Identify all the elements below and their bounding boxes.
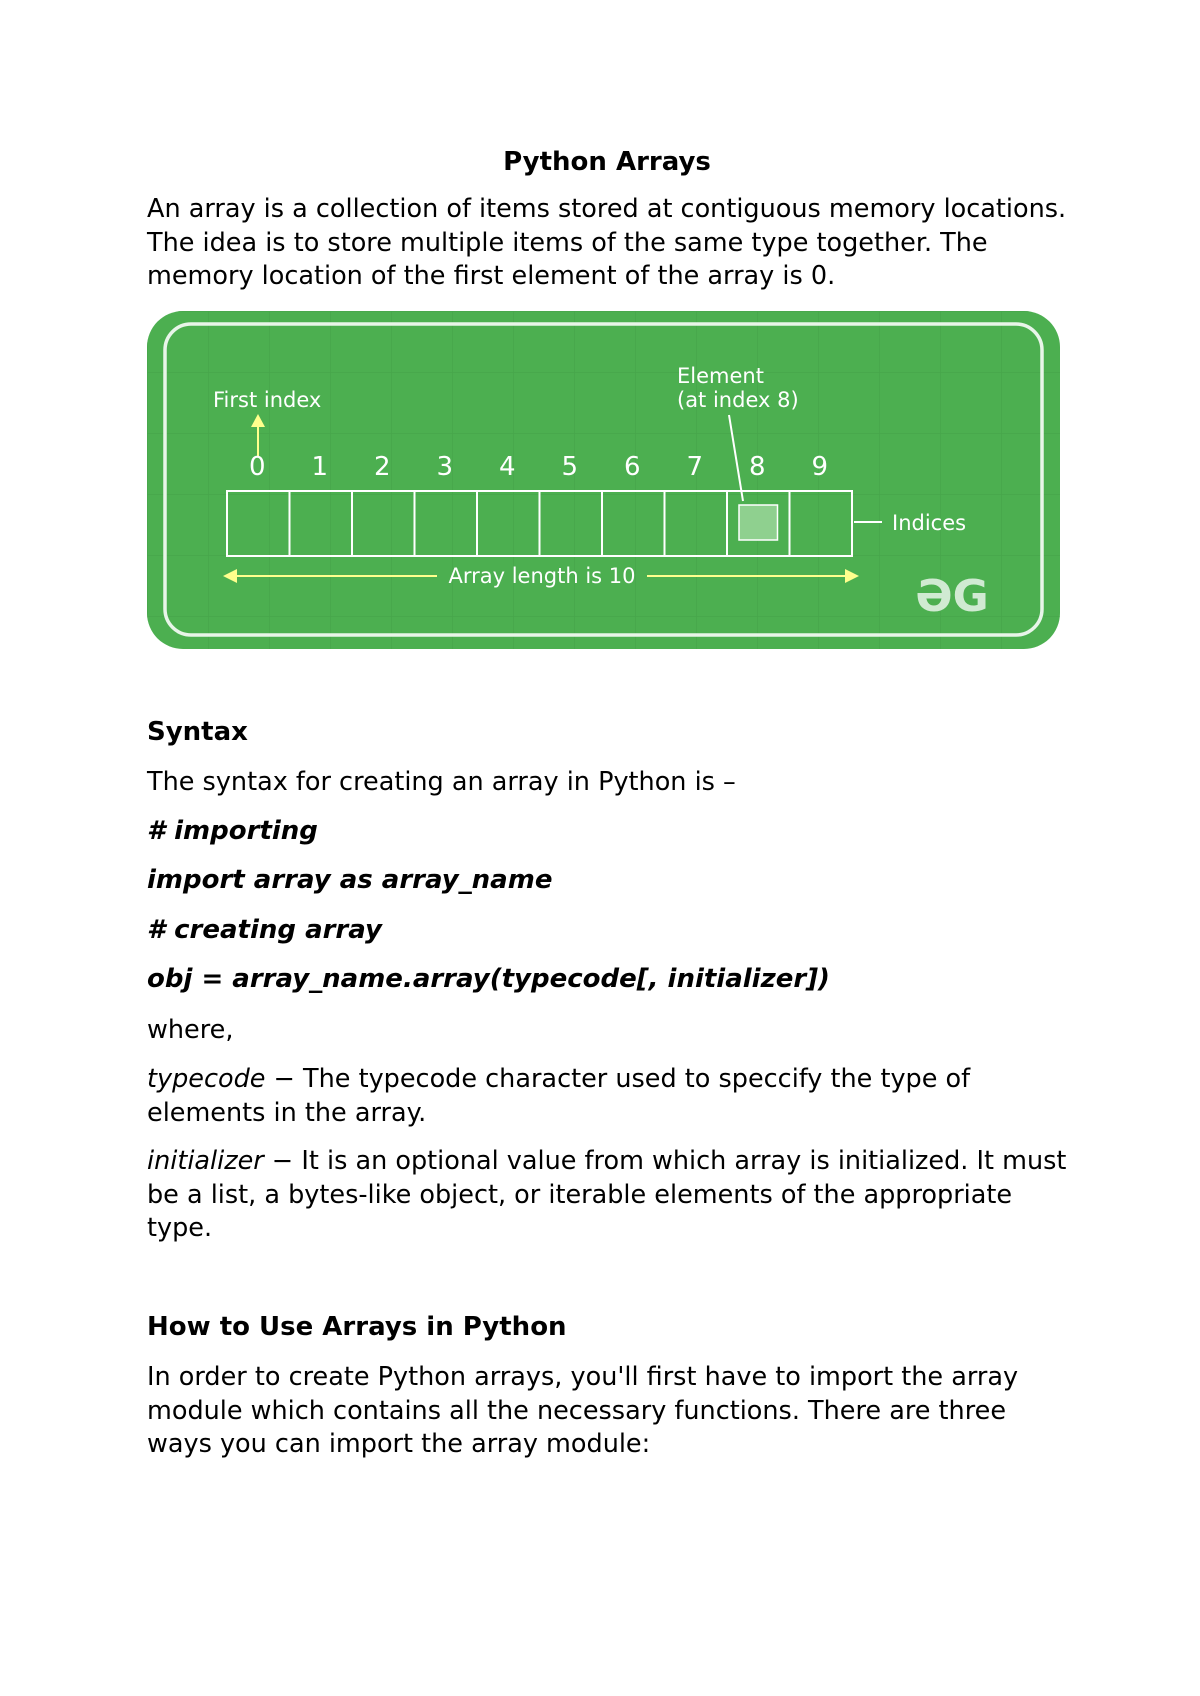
index-number: 6 — [623, 452, 641, 482]
typecode-term: typecode — [147, 1064, 266, 1094]
index-number: 8 — [748, 452, 766, 482]
index-number: 3 — [436, 452, 454, 482]
index-number: 2 — [373, 452, 391, 482]
how-to-body: In order to create Python arrays, you'll first have to import the array module which contains all the necessary functions. There are three ways you can import the array module: — [147, 1362, 1019, 1459]
index-number: 4 — [498, 452, 516, 482]
intro-paragraph: An array is a collection of items stored at contiguous memory locations. The idea is to store multiple items of the same type together. The memory location of the first element of the array is 0. — [147, 194, 1067, 291]
geeksforgeeks-logo-icon: ƏG — [915, 571, 989, 622]
initializer-description — [147, 1145, 1077, 1246]
syntax-heading: Syntax — [147, 717, 248, 747]
typecode-description — [147, 1063, 1077, 1130]
first-index-label: First index — [213, 388, 322, 412]
index-number: 7 — [686, 452, 704, 482]
index-number: 0 — [248, 452, 266, 482]
array-diagram — [147, 311, 1060, 649]
array-length-label: Array length is 10 — [448, 564, 636, 588]
initializer-desc-text: − It is an optional value from which array is initialized. It must be a list, a bytes-like object, or iterable elements of the appropriate type. — [147, 1146, 1067, 1243]
code-line: # importing — [147, 816, 318, 846]
code-line: import array as array_name — [147, 865, 553, 895]
syntax-lead: The syntax for creating an array in Python is – — [147, 767, 736, 797]
typecode-desc-text: − The typecode character used to speccify the type of elements in the array. — [147, 1064, 971, 1128]
where-text: where, — [147, 1015, 234, 1045]
element-label: Element — [677, 364, 764, 388]
initializer-term: initializer — [147, 1146, 264, 1176]
indices-label: Indices — [892, 511, 967, 535]
code-line: obj = array_name.array(typecode[, initializer]) — [147, 964, 830, 994]
index-number: 9 — [811, 452, 829, 482]
how-to-heading: How to Use Arrays in Python — [147, 1312, 567, 1342]
element-index-label: (at index 8) — [677, 388, 799, 412]
page-title: Python Arrays — [503, 147, 711, 177]
index-number: 1 — [311, 452, 329, 482]
highlighted-element — [739, 505, 778, 540]
index-number: 5 — [561, 452, 579, 482]
code-line: # creating array — [147, 915, 382, 945]
